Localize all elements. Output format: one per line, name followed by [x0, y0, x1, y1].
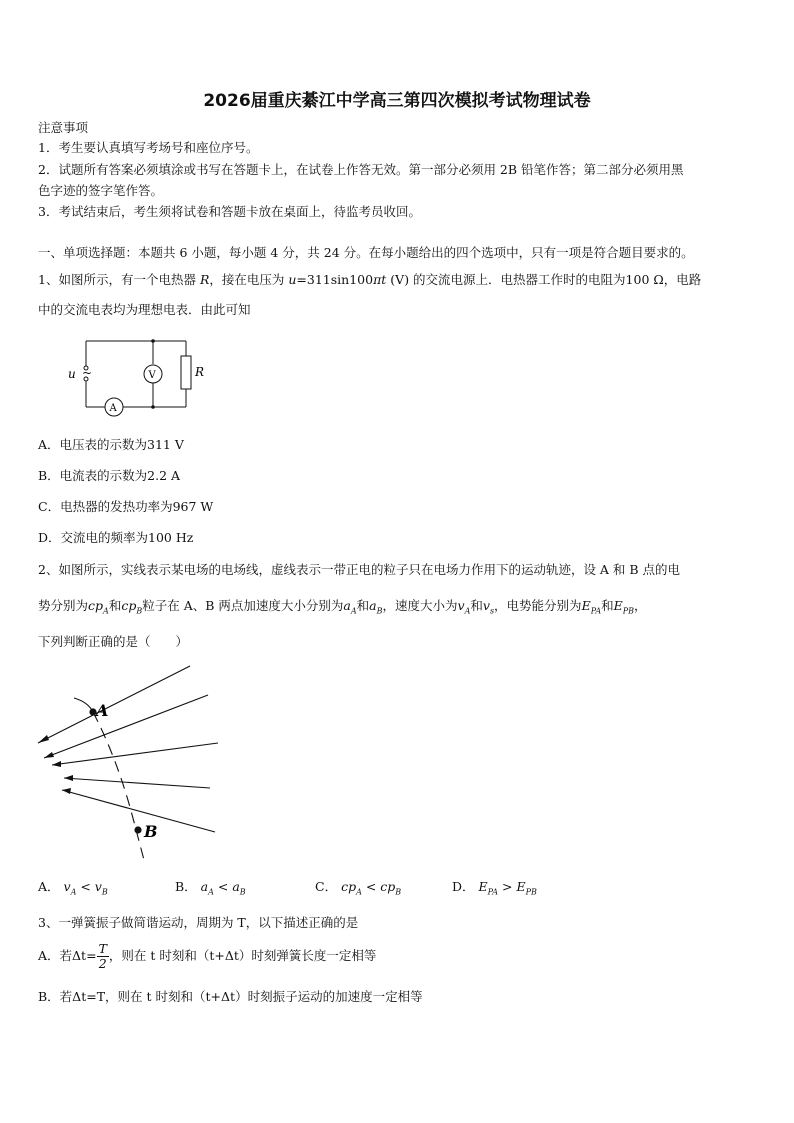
q2-stem-line2: 势分别为$cp_A$和$cp_B$粒子在 A、B 两点加速度大小分别为$a_A$和$a_B$，速度大小为$v_A$和$v_s$，电势能分别为$E_{PA}$和$E_{PB}$，	[38, 598, 647, 616]
q1-option-D: D．交流电的频率为100 Hz	[38, 530, 194, 545]
notice-item-2-cont: 色字迹的签字笔作答。	[38, 183, 164, 198]
voltmeter-icon: V	[148, 370, 156, 381]
field-lines-diagram	[30, 660, 230, 865]
fraction-T-over-2: $\frac{T}{2}$	[98, 941, 107, 971]
notice-item-2: 2．试题所有答案必须填涂或书写在答题卡上，在试卷上作答无效。第一部分必须用 2B 铅笔作答；第二部分必须用黑	[38, 162, 684, 177]
q2-option-B: B． $a_A < a_B$	[175, 879, 246, 897]
q3-stem: 3、一弹簧振子做简谐运动，周期为 T，以下描述正确的是	[38, 915, 359, 930]
q2-stem-line3: 下列判断正确的是（ ）	[38, 634, 189, 649]
q1-option-A: A．电压表的示数为311 V	[38, 437, 184, 452]
ac-source-icon: ~	[82, 366, 93, 380]
notice-item-3: 3．考试结束后，考生须将试卷和答题卡放在桌面上，待监考员收回。	[38, 204, 421, 219]
notice-heading: 注意事项	[38, 120, 89, 135]
point-A-label: A	[96, 701, 109, 720]
q2-option-C: C． $cp_A < cp_B$	[315, 879, 402, 897]
q2-option-D: D． $E_{PA} > E_{PB}$	[452, 879, 537, 897]
section-heading: 一、单项选择题：本题共 6 小题，每小题 4 分，共 24 分。在每小题给出的四个选项中，只有一项是符合题目要求的。	[38, 245, 694, 260]
q2-option-A: A． $v_A < v_B$	[38, 879, 108, 897]
circuit-label-R: R	[195, 365, 205, 379]
circuit-diagram	[60, 333, 210, 418]
q3-option-B: B．若Δt=T，则在 t 时刻和（t+Δt）时刻振子运动的加速度一定相等	[38, 989, 423, 1004]
page-title: 2026届重庆綦江中学高三第四次模拟考试物理试卷	[203, 91, 591, 111]
q1-stem-line2: 中的交流电表均为理想电表．由此可知	[38, 302, 251, 317]
q1-option-C: C．电热器的发热功率为967 W	[38, 499, 214, 514]
q1-option-B: B．电流表的示数为2.2 A	[38, 468, 181, 483]
ammeter-icon: A	[109, 403, 117, 414]
notice-item-1: 1．考生要认真填写考场号和座位序号。	[38, 140, 259, 155]
q2-stem-line1: 2、如图所示，实线表示某电场的电场线，虚线表示一带正电的粒子只在电场力作用下的运动轨迹，设 A 和 B 点的电	[38, 562, 681, 577]
q3-option-A: A．若Δt= $\frac{T}{2}$ ，则在 t 时刻和（t+Δt）时刻弹簧长度一定相等	[38, 941, 377, 971]
circuit-label-u: u	[68, 367, 76, 381]
point-B-label: B	[144, 822, 158, 841]
q1-stem: 1、如图所示，有一个电热器 R，接在电压为 u=311sin100πt (V) 的交流电源上．电热器工作时的电阻为100 Ω，电路	[38, 272, 702, 287]
